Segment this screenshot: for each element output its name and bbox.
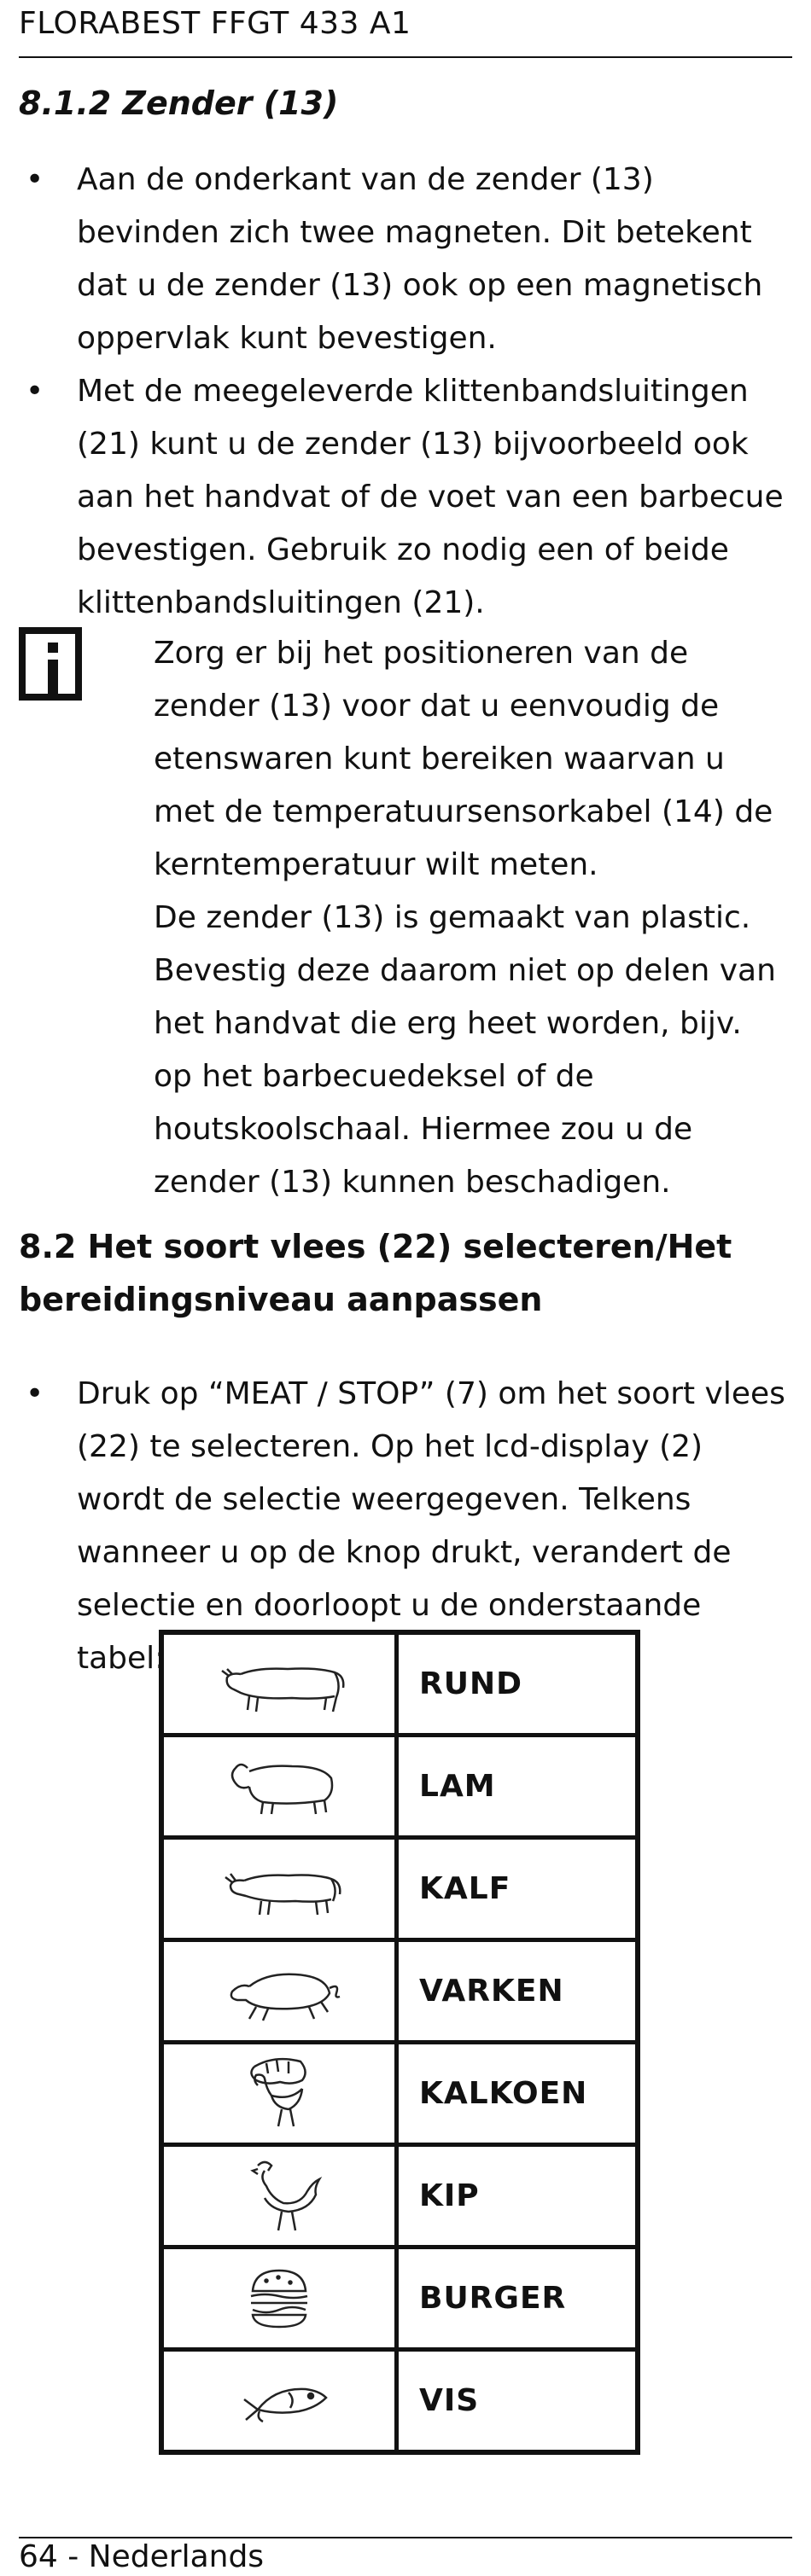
bullet-text: Met de meegeleverde klittenbandsluitingen (21) kunt u de zender (13) bijvoorbeeld ook aan het handvat of de voet van een barbecue bevestigen. Gebruik zo nodig een of beide klittenbandsluitingen (21).	[77, 374, 784, 620]
table-row	[161, 2043, 638, 2145]
bullet-text: Druk op “MEAT / STOP” (7) om het soort vlees (22) te selecteren. Op het lcd-display (2) wordt de selectie weergegeven. Telkens wanneer u op de knop drukt, verandert de selectie en doorloopt u de onderstaande tabel:	[77, 1376, 785, 1676]
table-row	[161, 2247, 638, 2350]
meat-label: LAM	[397, 1736, 639, 1838]
meat-label: VIS	[397, 2350, 639, 2453]
sheep-icon	[161, 1736, 397, 1838]
header-divider	[19, 56, 792, 58]
meat-label: BURGER	[397, 2247, 639, 2350]
meat-label: KALKOEN	[397, 2043, 639, 2145]
meat-label: KALF	[397, 1838, 639, 1940]
table-row	[161, 1940, 638, 2043]
section-812-title: 8.1.2 Zender (13)	[19, 84, 339, 122]
note-paragraph: De zender (13) is gemaakt van plastic. Bevestig deze daarom niet op delen van het handvat die erg heet worden, bijv. op het barbecuedeksel of de houtskoolschaal. Hiermee zou u de zender (13) kunnen beschadigen.	[154, 900, 776, 1200]
meat-label: KIP	[397, 2145, 639, 2247]
bullet-dot: •	[26, 374, 44, 409]
table-row	[161, 2145, 638, 2247]
burger-icon	[161, 2247, 397, 2350]
turkey-icon	[161, 2043, 397, 2145]
bullet-item	[19, 154, 787, 365]
section-82-title: 8.2 Het soort vlees (22) selecteren/Het bereidingsniveau aanpassen	[19, 1228, 732, 1318]
bullet-dot: •	[26, 1376, 44, 1411]
pig-icon	[161, 1940, 397, 2043]
page-footer: 64 - Nederlands	[19, 2539, 265, 2574]
meat-type-table	[159, 1630, 640, 2455]
fish-icon	[161, 2350, 397, 2453]
cow-icon	[161, 1632, 397, 1736]
meat-label: VARKEN	[397, 1940, 639, 2043]
footer-divider	[19, 2537, 792, 2538]
note-paragraph: Zorg er bij het positioneren van de zender (13) voor dat u eenvoudig de etenswaren kunt bereiken waarvan u met de temperatuursensorkabel (14) de kerntemperatuur wilt meten.	[154, 636, 773, 882]
info-note	[154, 627, 785, 1209]
page-header: FLORABEST FFGT 433 A1	[19, 6, 411, 41]
calf-icon	[161, 1838, 397, 1940]
table-row	[161, 2350, 638, 2453]
bullet-dot: •	[26, 162, 44, 197]
table-row	[161, 1838, 638, 1940]
meat-label: RUND	[397, 1632, 639, 1736]
bullet-text: Aan de onderkant van de zender (13) bevinden zich twee magneten. Dit betekent dat u de zender (13) ook op een magnetisch oppervlak kunt bevestigen.	[77, 162, 763, 356]
bullet-item	[19, 365, 787, 630]
section-812-bullets	[19, 154, 787, 630]
table-row	[161, 1736, 638, 1838]
chicken-icon	[161, 2145, 397, 2247]
table-row	[161, 1632, 638, 1736]
info-icon	[19, 627, 82, 701]
